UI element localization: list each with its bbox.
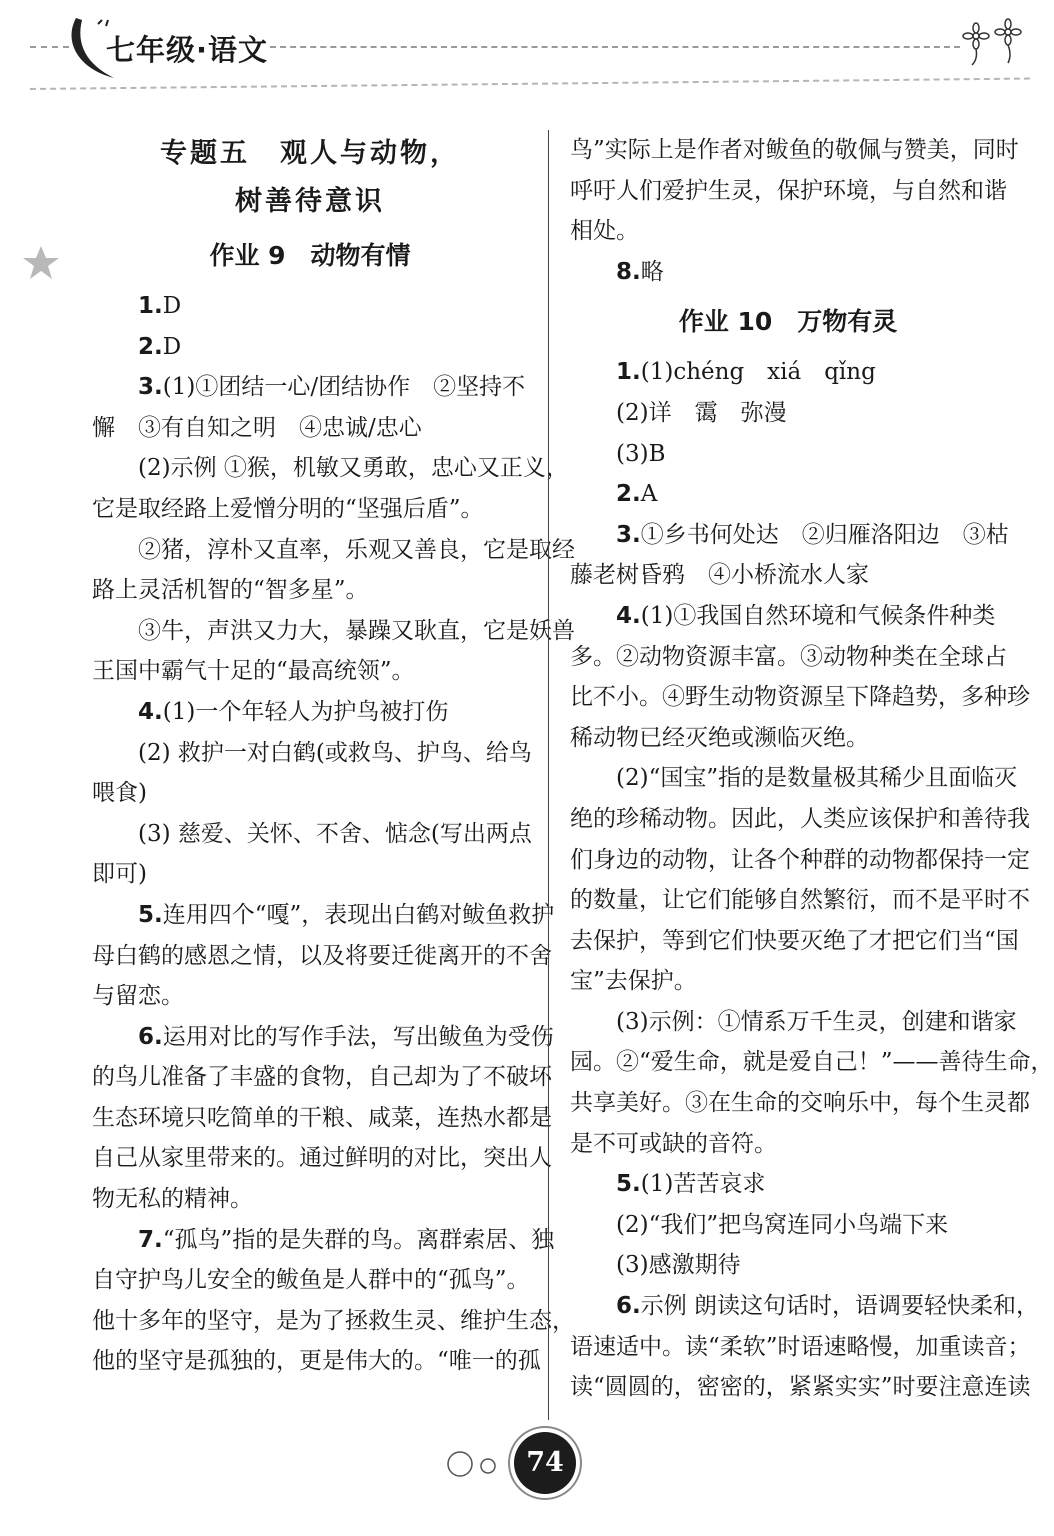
answer-text: 语速适中。读“柔软”时语速略慢，加重读音； (570, 1333, 1031, 1360)
answer-text: 与留恋。 (92, 983, 184, 1010)
answer-text: 即可) (92, 861, 147, 888)
answer-continuation (92, 1179, 528, 1220)
answer-line (570, 1286, 1040, 1327)
answer-line (570, 515, 1009, 556)
topic-heading: 树善待意识 (235, 186, 385, 217)
question-number: 4. (138, 698, 163, 725)
answer-line (92, 530, 575, 571)
answer-text: 多。②动物资源丰富。③动物种类在全球占 (570, 643, 1007, 670)
answer-continuation (92, 1098, 552, 1139)
answer-line (570, 393, 1006, 434)
answer-text: 略 (640, 258, 664, 285)
answer-line (570, 758, 1018, 799)
answer-continuation (92, 1341, 541, 1382)
answer-text: 是不可或缺的音符。 (570, 1130, 777, 1157)
answer-text: (3) 慈爱、关怀、不舍、惦念(写出两点 (138, 820, 532, 847)
answer-continuation (92, 1138, 552, 1179)
answer-continuation (92, 1301, 575, 1342)
answer-continuation (570, 1124, 1006, 1165)
right-column (570, 130, 1054, 1408)
answer-line (92, 448, 569, 489)
header-dashed-line (30, 78, 1030, 90)
question-number: 8. (616, 258, 641, 285)
answer-continuation (92, 1057, 552, 1098)
answer-continuation (570, 1367, 1031, 1408)
answer-text: ①乡书何处达 ②归雁洛阳边 ③枯 (640, 521, 1009, 548)
answer-text: 读“圆圆的，密密的，紧紧实实”时要注意连读 (570, 1374, 1031, 1401)
answer-line (92, 367, 528, 408)
answer-text: 们身边的动物，让各个种群的动物都保持一定 (570, 846, 1030, 873)
answer-text: 自守护鸟儿安全的鲅鱼是人群中的“孤鸟”。 (92, 1267, 530, 1294)
answer-text: (1)一个年轻人为护鸟被打伤 (162, 698, 449, 725)
answer-text: ③牛，声洪又力大，暴躁又耿直，它是妖兽 (138, 617, 575, 644)
question-number: 4. (616, 602, 641, 629)
answer-line (570, 1245, 1006, 1286)
answer-text: 去保护，等到它们快要灭绝了才把它们当“国 (570, 927, 1019, 954)
answer-line (92, 286, 528, 327)
answer-continuation (570, 1042, 1054, 1083)
answer-text: 自己从家里带来的。通过鲜明的对比，突出人 (92, 1145, 552, 1172)
answer-line (570, 1164, 1006, 1205)
answer-text: 藤老树昏鸦 ④小桥流水人家 (570, 562, 869, 589)
answer-continuation (570, 799, 1030, 840)
answer-continuation (570, 677, 1030, 718)
question-number: 5. (138, 901, 163, 928)
answer-continuation (570, 130, 1019, 171)
answer-text: (2)示例 ①猴，机敏又勇敢，忠心又正义， (138, 455, 569, 482)
answer-line (570, 596, 1006, 637)
answer-text: (1)①团结一心/团结协作 ②坚持不 (162, 374, 526, 401)
answer-text: (1)chéng xiá qǐng (640, 359, 876, 386)
star-icon (22, 244, 60, 282)
answer-text: 园。②“爱生命，就是爱自己！”——善待生命， (570, 1049, 1054, 1076)
answer-continuation (570, 171, 1006, 212)
answer-text: 稀动物已经灭绝或濒临灭绝。 (570, 724, 869, 751)
answer-line (92, 692, 528, 733)
answer-text: (2)“我们”把鸟窝连同小鸟端下来 (616, 1211, 949, 1238)
page-number: 74 (514, 1432, 576, 1494)
answer-line (92, 733, 532, 774)
answer-text: 比不小。④野生动物资源呈下降趋势，多种珍 (570, 684, 1030, 711)
answer-text: 鸟”实际上是作者对鲅鱼的敬佩与赞美，同时 (570, 137, 1019, 163)
answer-text: 宝”去保护。 (570, 968, 697, 995)
answer-text: 共享美好。③在生命的交响乐中，每个生灵都 (570, 1090, 1030, 1117)
answer-line (92, 1220, 555, 1261)
answer-line (570, 252, 1006, 293)
answer-line (570, 434, 1006, 475)
left-column (92, 130, 575, 1382)
answer-continuation (92, 854, 528, 895)
answer-text: 绝的珍稀动物。因此，人类应该保护和善待我 (570, 805, 1030, 832)
answer-text: 他的坚守是孤独的，更是伟大的。“唯一的孤 (92, 1348, 541, 1375)
answer-continuation (92, 976, 528, 1017)
question-number: 2. (616, 481, 641, 508)
answer-text: 运用对比的写作手法，写出鲅鱼为受伤 (162, 1023, 554, 1050)
answer-continuation (570, 961, 1006, 1002)
answer-text: 喂食) (92, 780, 147, 807)
header-dashed-line (270, 46, 960, 48)
answer-text: (2) 救护一对白鹤(或救鸟、护鸟、给鸟 (138, 739, 532, 766)
answer-text: 它是取经路上爱憎分明的“坚强后盾”。 (92, 495, 484, 522)
question-number: 3. (616, 521, 641, 548)
answer-text: (3)示例：①情系万千生灵，创建和谐家 (616, 1008, 1017, 1035)
answer-continuation (570, 921, 1019, 962)
answer-text: 他十多年的坚守，是为了拯救生灵、维护生态， (92, 1307, 575, 1334)
answer-text: 母白鹤的感恩之情，以及将要迁徙离开的不舍 (92, 942, 552, 969)
column-divider (548, 130, 549, 1420)
answer-text: 示例 朗读这句话时，语调要轻快柔和， (640, 1293, 1040, 1320)
answer-continuation (92, 408, 528, 449)
answer-line (570, 1002, 1017, 1043)
question-number: 7. (138, 1226, 163, 1253)
answer-continuation (570, 637, 1006, 678)
question-number: 6. (138, 1023, 163, 1050)
answer-continuation (570, 880, 1030, 921)
answer-continuation (570, 718, 1006, 759)
answer-text: A (640, 481, 658, 508)
question-number: 1. (616, 359, 641, 386)
header-title: 七年级·语文 (106, 33, 269, 67)
answer-text: (3)感激期待 (616, 1252, 741, 1279)
answer-text: 的数量，让它们能够自然繁衍，而不是平时不 (570, 887, 1030, 914)
answer-text: (3)B (616, 440, 666, 467)
answer-text: 生态环境只吃简单的干粮、咸菜，连热水都是 (92, 1104, 552, 1131)
answer-continuation (92, 936, 552, 977)
answer-line (92, 814, 532, 855)
answer-text: D (162, 293, 182, 319)
answer-text: 连用四个“嘎”，表现出白鹤对鲅鱼救护 (162, 901, 555, 928)
question-number: 6. (616, 1293, 641, 1320)
answer-text: 相处。 (570, 218, 639, 245)
question-number: 5. (616, 1171, 641, 1198)
homework-heading: 作业 9 动物有情 (209, 241, 411, 270)
answer-text: 的鸟儿准备了丰盛的食物，自己却为了不破坏 (92, 1064, 552, 1091)
question-number: 3. (138, 374, 163, 401)
answer-text: (2)详 霭 弥漫 (616, 399, 787, 426)
homework-heading: 作业 10 万物有灵 (678, 307, 898, 337)
answer-text: ②猪，淳朴又直率，乐观又善良，它是取经 (138, 536, 575, 563)
answer-text: (1)苦苦哀求 (640, 1171, 766, 1198)
answer-continuation (92, 773, 528, 814)
answer-text: 王国中霸气十足的“最高统领”。 (92, 658, 415, 685)
answer-text: 懈 ③有自知之明 ④忠诚/忠心 (92, 414, 422, 441)
page-decoration-icon (444, 1450, 508, 1478)
answer-continuation (92, 1260, 528, 1301)
answer-continuation (570, 1083, 1030, 1124)
answer-line (92, 1017, 554, 1058)
question-number: 1. (138, 293, 163, 319)
answer-line (570, 352, 1006, 393)
answer-text: D (162, 333, 182, 360)
answer-text: (2)“国宝”指的是数量极其稀少且面临灭 (616, 765, 1018, 792)
answer-line (92, 327, 528, 368)
answer-line (570, 474, 1006, 515)
answer-text: 物无私的精神。 (92, 1186, 253, 1213)
answer-continuation (570, 840, 1030, 881)
topic-heading: 专题五 观人与动物， (160, 138, 460, 169)
answer-text: 路上灵活机智的“智多星”。 (92, 577, 369, 604)
answer-continuation (92, 651, 528, 692)
flower-icon (958, 18, 1032, 66)
answer-line (92, 611, 575, 652)
answer-line (570, 1205, 1006, 1246)
answer-continuation (570, 555, 1006, 596)
answer-text: (1)①我国自然环境和气候条件种类 (640, 602, 996, 629)
answer-text: 呼吁人们爱护生灵，保护环境，与自然和谐 (570, 177, 1007, 204)
answer-continuation (92, 570, 528, 611)
answer-continuation (570, 211, 1006, 252)
question-number: 2. (138, 333, 163, 360)
answer-continuation (92, 489, 528, 530)
answer-continuation (570, 1327, 1031, 1368)
answer-line (92, 895, 555, 936)
answer-text: “孤鸟”指的是失群的鸟。离群索居、独 (162, 1226, 555, 1253)
